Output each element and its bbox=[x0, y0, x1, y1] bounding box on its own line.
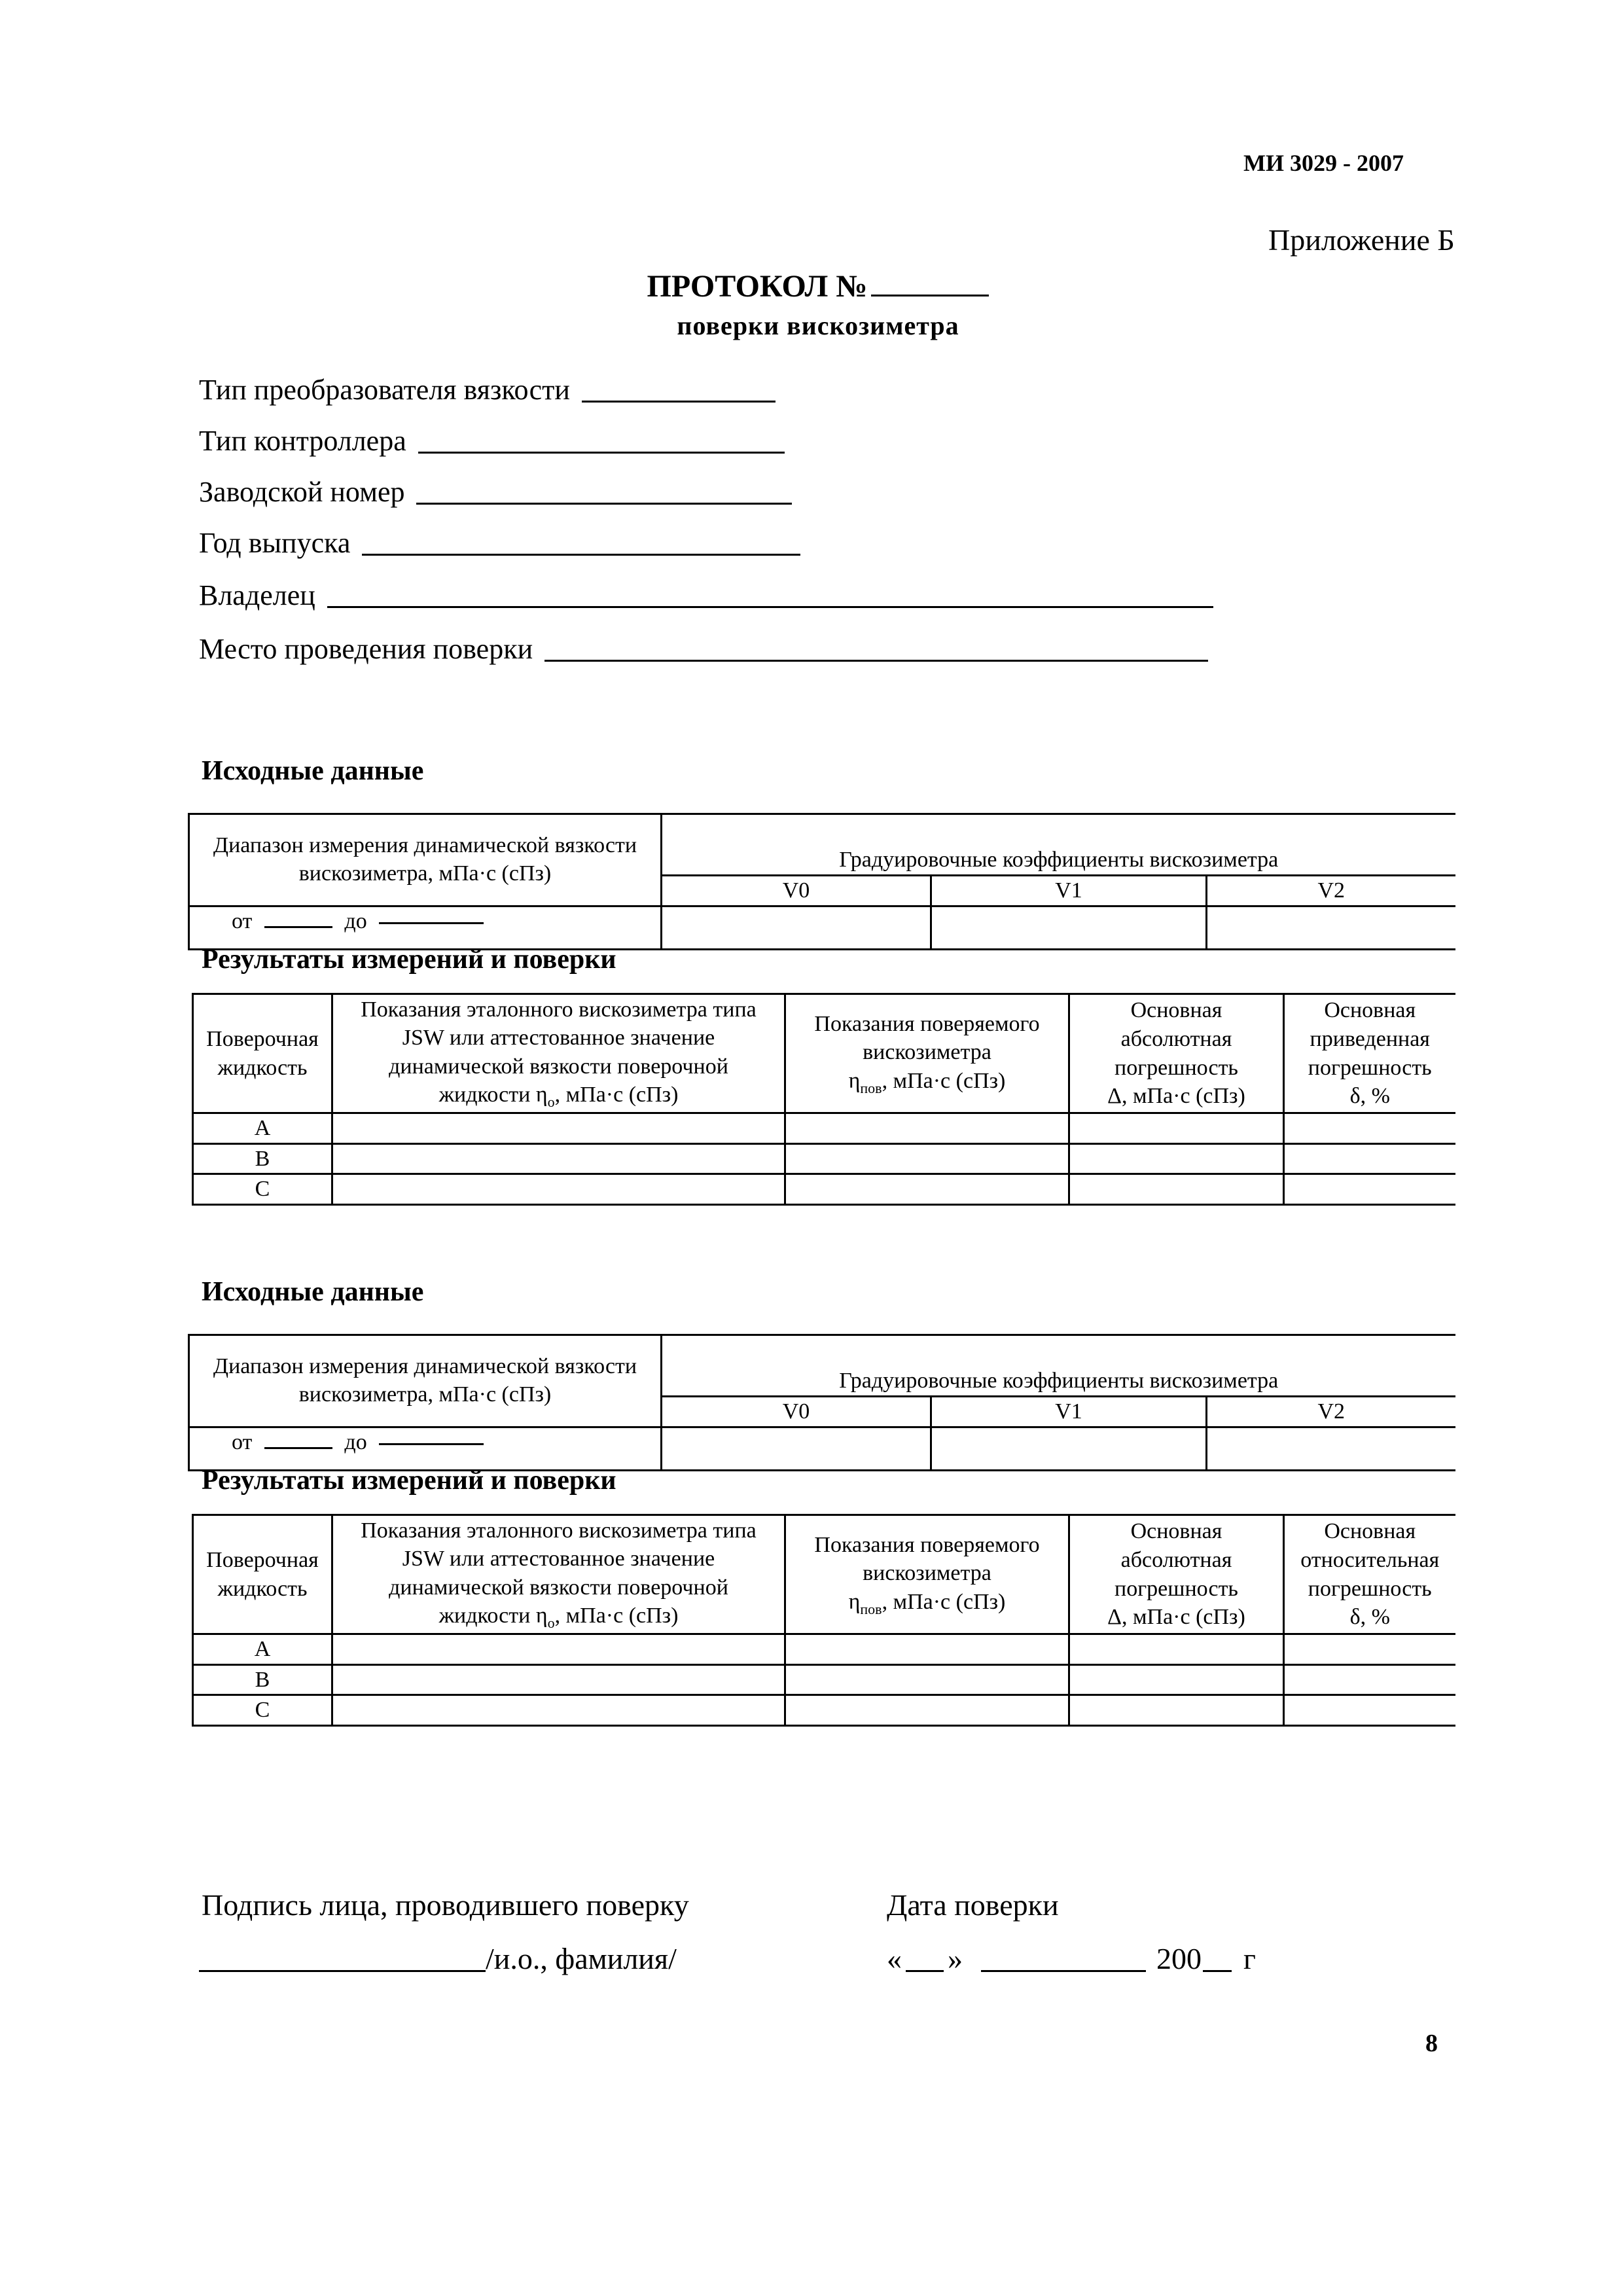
field-year-input[interactable] bbox=[362, 554, 800, 556]
col-abs-header bbox=[1069, 1515, 1284, 1634]
range-from-input[interactable] bbox=[264, 926, 332, 928]
coeff-v1-header: V1 bbox=[931, 876, 1207, 906]
date-label: Дата поверки bbox=[887, 1888, 1059, 1922]
col-dev-header bbox=[785, 994, 1069, 1113]
table-row bbox=[193, 1695, 1455, 1726]
col-rel-text: Основная приведенная погрешность bbox=[1308, 998, 1432, 1080]
coeff-v0-value[interactable] bbox=[662, 1427, 931, 1470]
col-dev-symbol: η bbox=[848, 1068, 861, 1093]
protocol-subtitle: поверки вискозиметра bbox=[677, 311, 959, 340]
coeff-header-cell: Градуировочные коэффициенты вискозиметра bbox=[662, 1335, 1455, 1397]
field-location bbox=[199, 632, 1208, 666]
field-owner bbox=[199, 579, 1213, 612]
rel-value-cell[interactable] bbox=[1284, 1695, 1455, 1726]
coeff-v0-header: V0 bbox=[662, 876, 931, 906]
dev-value-cell[interactable] bbox=[785, 1695, 1069, 1726]
col-dev-symbol: η bbox=[848, 1589, 861, 1614]
field-controller-type-input[interactable] bbox=[418, 452, 785, 454]
range-from-input[interactable] bbox=[264, 1447, 332, 1449]
col-abs-text: Основная абсолютная погрешность bbox=[1115, 998, 1238, 1080]
coeff-v2-header: V2 bbox=[1207, 1397, 1455, 1427]
rel-value-cell[interactable] bbox=[1284, 1664, 1455, 1695]
date-day-input[interactable] bbox=[906, 1970, 944, 1972]
signature-label: Подпись лица, проводившего поверку bbox=[202, 1888, 689, 1922]
col-ref-header bbox=[332, 994, 785, 1113]
row-label: С bbox=[193, 1174, 332, 1205]
row-label: В bbox=[193, 1143, 332, 1174]
abs-value-cell[interactable] bbox=[1069, 1143, 1284, 1174]
range-header-cell: Диапазон измерения динамической вязкости вискозиметра, мПа·с (сПз) bbox=[189, 814, 662, 906]
rel-value-cell[interactable] bbox=[1284, 1113, 1455, 1144]
col-abs-text: Основная абсолютная погрешность bbox=[1115, 1519, 1238, 1601]
abs-value-cell[interactable] bbox=[1069, 1113, 1284, 1144]
col-dev-text: Показания поверяемого вискозиметра bbox=[814, 1011, 1040, 1065]
coeff-v1-header: V1 bbox=[931, 1397, 1207, 1427]
section1-results-heading: Результаты измерений и поверки bbox=[202, 944, 616, 975]
col-abs-header bbox=[1069, 994, 1284, 1113]
section1-initial-heading: Исходные данные bbox=[202, 756, 424, 786]
col-ref-header bbox=[332, 1515, 785, 1634]
date-line bbox=[887, 1941, 1256, 1976]
table-row bbox=[193, 1634, 1455, 1665]
coeff-v0-value[interactable] bbox=[662, 906, 931, 949]
coeff-v2-value[interactable] bbox=[1207, 906, 1455, 949]
col-liquid-header: Поверочная жидкость bbox=[193, 1515, 332, 1634]
coeff-v1-value[interactable] bbox=[931, 1427, 1207, 1470]
protocol-title-text: ПРОТОКОЛ № bbox=[647, 269, 868, 304]
ref-value-cell[interactable] bbox=[332, 1174, 785, 1205]
ref-value-cell[interactable] bbox=[332, 1113, 785, 1144]
section2-results-table bbox=[192, 1514, 1455, 1727]
table-row bbox=[193, 1113, 1455, 1144]
col-rel-header bbox=[1284, 994, 1455, 1113]
field-label: Тип контроллера bbox=[199, 425, 406, 457]
range-to-input[interactable] bbox=[379, 922, 484, 924]
col-rel-header bbox=[1284, 1515, 1455, 1634]
field-label: Тип преобразователя вязкости bbox=[199, 374, 570, 406]
range-to-input[interactable] bbox=[379, 1443, 484, 1445]
dev-value-cell[interactable] bbox=[785, 1174, 1069, 1205]
range-values-cell bbox=[189, 906, 662, 949]
date-year-prefix: 200 bbox=[1156, 1942, 1202, 1975]
date-quote-close: » bbox=[948, 1942, 963, 1975]
rel-value-cell[interactable] bbox=[1284, 1634, 1455, 1665]
range-to-label: до bbox=[344, 1429, 367, 1454]
range-header-cell: Диапазон измерения динамической вязкости вискозиметра, мПа·с (сПз) bbox=[189, 1335, 662, 1427]
field-label: Заводской номер bbox=[199, 476, 405, 508]
signature-line bbox=[199, 1941, 677, 1976]
protocol-title bbox=[393, 268, 1243, 304]
col-rel-unit: δ, % bbox=[1349, 1605, 1390, 1630]
date-quote-open: « bbox=[887, 1942, 902, 1975]
ref-value-cell[interactable] bbox=[332, 1634, 785, 1665]
row-label: А bbox=[193, 1113, 332, 1144]
date-year-suffix: г bbox=[1243, 1942, 1256, 1975]
col-rel-unit: δ, % bbox=[1349, 1084, 1390, 1109]
abs-value-cell[interactable] bbox=[1069, 1695, 1284, 1726]
range-from-label: от bbox=[232, 1429, 253, 1454]
col-dev-unit: , мПа·с (сПз) bbox=[882, 1589, 1006, 1614]
col-ref-text: Показания эталонного вискозиметра типа JSW или аттестованное значение динамической вязкости поверочной жидкости bbox=[361, 997, 757, 1107]
col-ref-unit: , мПа·с (сПз) bbox=[554, 1083, 679, 1107]
range-values-cell bbox=[189, 1427, 662, 1470]
rel-value-cell[interactable] bbox=[1284, 1174, 1455, 1205]
section2-initial-table bbox=[188, 1334, 1455, 1471]
page-number: 8 bbox=[1425, 2030, 1438, 2057]
field-year bbox=[199, 526, 800, 560]
date-year-input[interactable] bbox=[1203, 1970, 1232, 1972]
protocol-number-blank[interactable] bbox=[871, 271, 989, 296]
field-converter-type-input[interactable] bbox=[582, 401, 776, 403]
signature-name-hint: /и.о., фамилия/ bbox=[486, 1942, 677, 1975]
rel-value-cell[interactable] bbox=[1284, 1143, 1455, 1174]
col-dev-sub: пов bbox=[860, 1600, 882, 1617]
abs-value-cell[interactable] bbox=[1069, 1634, 1284, 1665]
field-label: Владелец bbox=[199, 579, 315, 611]
row-label: В bbox=[193, 1664, 332, 1695]
appendix-label: Приложение Б bbox=[1268, 223, 1455, 257]
document-code: МИ 3029 - 2007 bbox=[1243, 150, 1404, 176]
field-serial-number bbox=[199, 475, 792, 509]
field-location-input[interactable] bbox=[544, 660, 1208, 662]
section2-results-heading: Результаты измерений и поверки bbox=[202, 1465, 616, 1496]
coeff-v2-header: V2 bbox=[1207, 876, 1455, 906]
col-rel-text: Основная относительная погрешность bbox=[1300, 1519, 1440, 1601]
coeff-v0-header: V0 bbox=[662, 1397, 931, 1427]
col-liquid-header: Поверочная жидкость bbox=[193, 994, 332, 1113]
field-serial-number-input[interactable] bbox=[416, 503, 792, 505]
col-ref-unit: , мПа·с (сПз) bbox=[554, 1604, 679, 1628]
range-to-label: до bbox=[344, 908, 367, 933]
section1-initial-table bbox=[188, 813, 1455, 950]
coeff-header-cell: Градуировочные коэффициенты вискозиметра bbox=[662, 814, 1455, 876]
dev-value-cell[interactable] bbox=[785, 1113, 1069, 1144]
col-dev-header bbox=[785, 1515, 1069, 1634]
col-ref-sub: о bbox=[547, 1094, 555, 1111]
coeff-v2-value[interactable] bbox=[1207, 1427, 1455, 1470]
col-ref-symbol: η bbox=[535, 1083, 548, 1107]
field-label: Год выпуска bbox=[199, 527, 351, 559]
field-converter-type bbox=[199, 373, 776, 406]
field-label: Место проведения поверки bbox=[199, 633, 533, 665]
table-row bbox=[193, 1174, 1455, 1205]
table-row bbox=[193, 1664, 1455, 1695]
date-month-input[interactable] bbox=[981, 1970, 1146, 1972]
col-dev-unit: , мПа·с (сПз) bbox=[882, 1068, 1006, 1093]
abs-value-cell[interactable] bbox=[1069, 1664, 1284, 1695]
abs-value-cell[interactable] bbox=[1069, 1174, 1284, 1205]
col-abs-unit: Δ, мПа·с (сПз) bbox=[1107, 1605, 1245, 1630]
col-ref-symbol: η bbox=[535, 1604, 548, 1628]
coeff-v1-value[interactable] bbox=[931, 906, 1207, 949]
dev-value-cell[interactable] bbox=[785, 1634, 1069, 1665]
col-abs-unit: Δ, мПа·с (сПз) bbox=[1107, 1084, 1245, 1109]
col-dev-text: Показания поверяемого вискозиметра bbox=[814, 1532, 1040, 1586]
field-controller-type bbox=[199, 424, 785, 457]
col-ref-sub: о bbox=[547, 1615, 555, 1632]
col-dev-sub: пов bbox=[860, 1079, 882, 1096]
row-label: А bbox=[193, 1634, 332, 1665]
range-from-label: от bbox=[232, 908, 253, 933]
section2-initial-heading: Исходные данные bbox=[202, 1277, 424, 1307]
ref-value-cell[interactable] bbox=[332, 1143, 785, 1174]
dev-value-cell[interactable] bbox=[785, 1664, 1069, 1695]
signature-input[interactable] bbox=[199, 1970, 486, 1972]
dev-value-cell[interactable] bbox=[785, 1143, 1069, 1174]
section1-results-table bbox=[192, 993, 1455, 1206]
row-label: С bbox=[193, 1695, 332, 1726]
ref-value-cell[interactable] bbox=[332, 1695, 785, 1726]
ref-value-cell[interactable] bbox=[332, 1664, 785, 1695]
col-ref-text: Показания эталонного вискозиметра типа JSW или аттестованное значение динамической вязкости поверочной жидкости bbox=[361, 1518, 757, 1628]
table-row bbox=[193, 1143, 1455, 1174]
field-owner-input[interactable] bbox=[327, 606, 1213, 608]
